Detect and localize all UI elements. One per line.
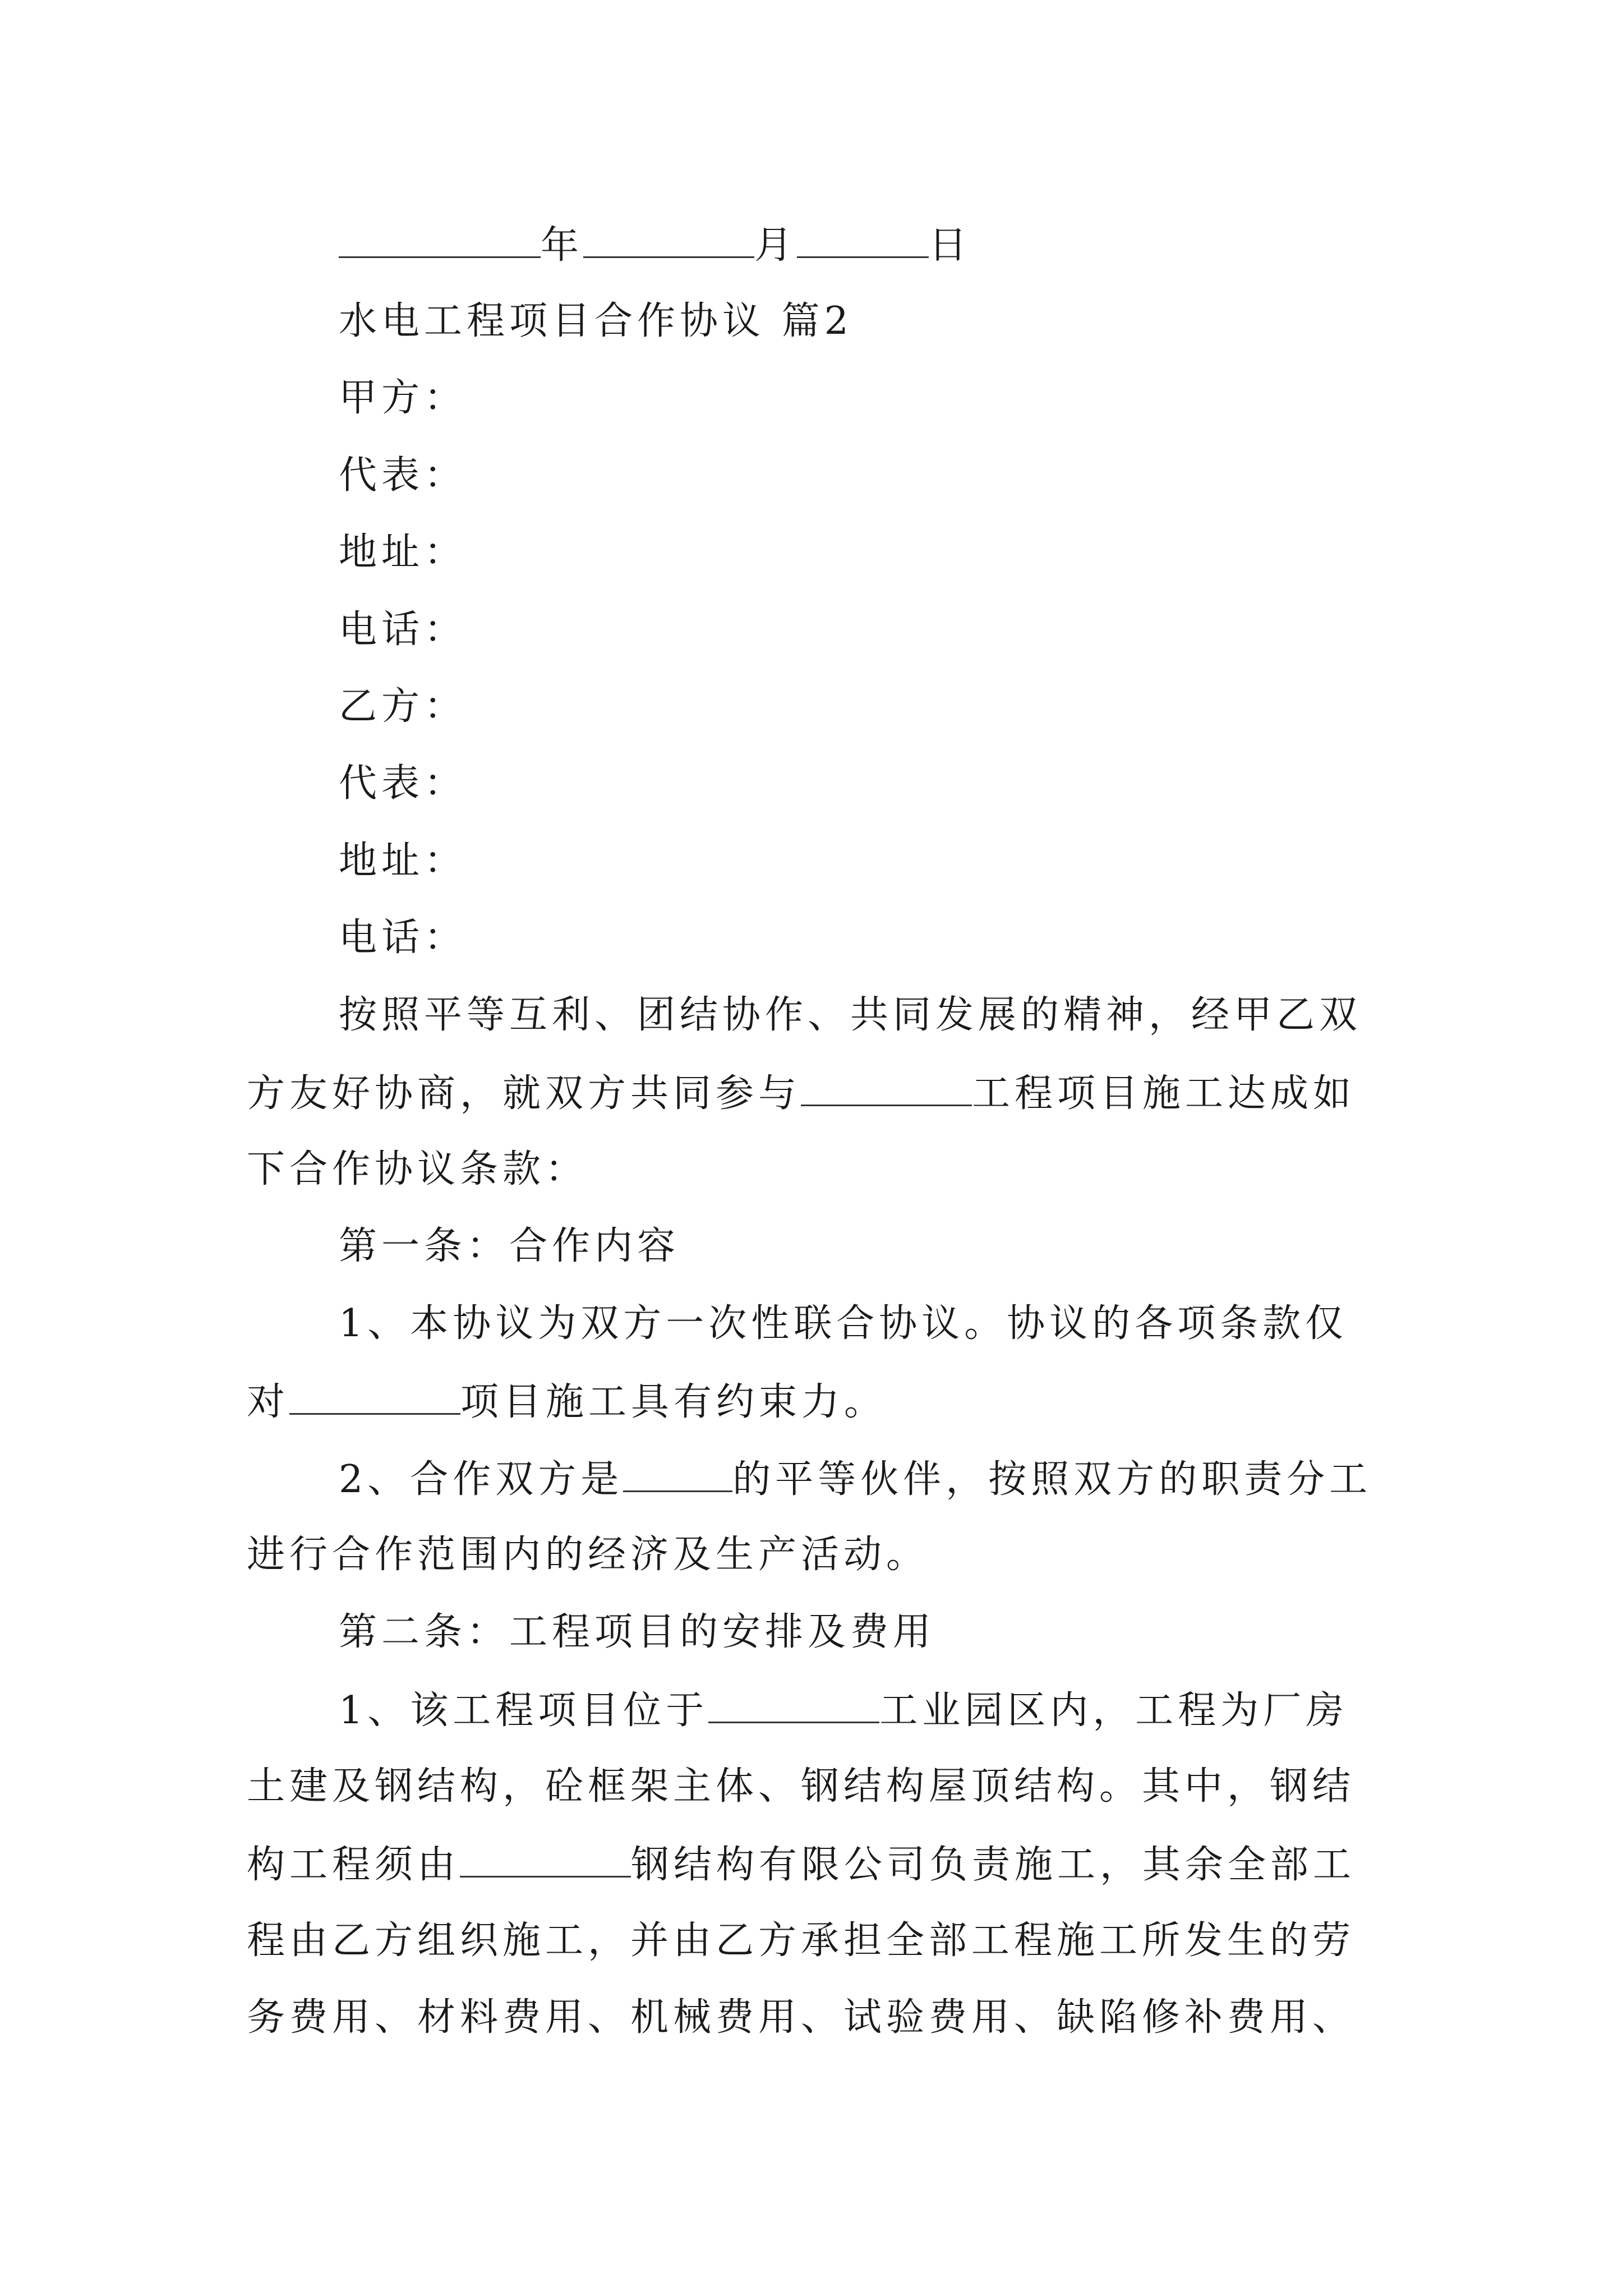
article-2-heading: 第二条：工程项目的安排及费用	[339, 1610, 936, 1654]
month-label: 月	[754, 223, 797, 268]
article-1-item-1-line-2	[247, 1378, 887, 1425]
day-blank[interactable]	[797, 222, 929, 258]
article-1-item-2-line-2: 进行合作范围内的经济及生产活动。	[247, 1533, 929, 1577]
article-2-item-1-line-1-post: 工业园区内，工程为厂房	[879, 1688, 1349, 1733]
partner-type-blank[interactable]	[623, 1456, 732, 1492]
party-a-phone: 电话：	[339, 608, 467, 652]
day-label: 日	[929, 223, 972, 268]
intro-line-2	[247, 1070, 1355, 1116]
article-2-item-1-line-3-post: 钢结构有限公司负责施工，其余全部工	[631, 1843, 1356, 1887]
party-b-phone: 电话：	[339, 915, 467, 960]
party-b-label: 乙方：	[339, 684, 467, 729]
party-a-address: 地址：	[339, 530, 467, 574]
article-2-item-1-line-2: 土建及钢结构，砼框架主体、钢结构屋顶结构。其中，钢结	[247, 1764, 1355, 1809]
article-1-heading: 第一条：合作内容	[339, 1224, 680, 1268]
party-a-rep: 代表：	[339, 453, 467, 498]
article-2-item-1-line-5: 务费用、材料费用、机械费用、试验费用、缺陷修补费用、	[247, 1995, 1355, 2040]
article-2-item-1-line-1	[339, 1687, 1348, 1733]
party-b-address: 地址：	[339, 839, 467, 883]
party-b-rep: 代表：	[339, 761, 467, 806]
project-blank[interactable]	[289, 1378, 460, 1415]
party-a-label: 甲方：	[339, 376, 467, 420]
article-2-item-1-line-1-pre: 1、该工程项目位于	[339, 1688, 709, 1733]
article-1-item-1-line-2-post: 项目施工具有约束力。	[460, 1380, 887, 1424]
article-1-item-1-line-1: 1、本协议为双方一次性联合协议。协议的各项条款仅	[339, 1301, 1348, 1346]
document-title: 水电工程项目合作协议 篇2	[339, 299, 853, 343]
month-blank[interactable]	[583, 222, 754, 258]
intro-line-1: 按照平等互利、团结协作、共同发展的精神，经甲乙双	[339, 993, 1362, 1037]
year-label: 年	[541, 223, 584, 268]
date-line	[339, 222, 971, 268]
article-2-item-1-line-4: 程由乙方组织施工，并由乙方承担全部工程施工所发生的劳	[247, 1918, 1355, 1963]
intro-line-2-post: 工程项目施工达成如	[972, 1071, 1356, 1116]
company-blank[interactable]	[460, 1841, 631, 1878]
article-1-item-2-line-1-post: 的平等伙伴，按照双方的职责分工	[732, 1457, 1372, 1502]
location-blank[interactable]	[708, 1687, 879, 1723]
intro-line-2-pre: 方友好协商，就双方共同参与	[247, 1071, 801, 1116]
article-1-item-1-line-2-pre: 对	[247, 1380, 290, 1424]
project-name-blank[interactable]	[801, 1070, 972, 1106]
article-1-item-2-line-1-pre: 2、合作双方是	[339, 1457, 624, 1502]
intro-line-3: 下合作协议条款：	[247, 1147, 588, 1191]
article-2-item-1-line-3	[247, 1841, 1355, 1888]
article-2-item-1-line-3-pre: 构工程须由	[247, 1843, 460, 1887]
year-blank[interactable]	[339, 222, 541, 258]
article-1-item-2-line-1	[339, 1456, 1372, 1502]
